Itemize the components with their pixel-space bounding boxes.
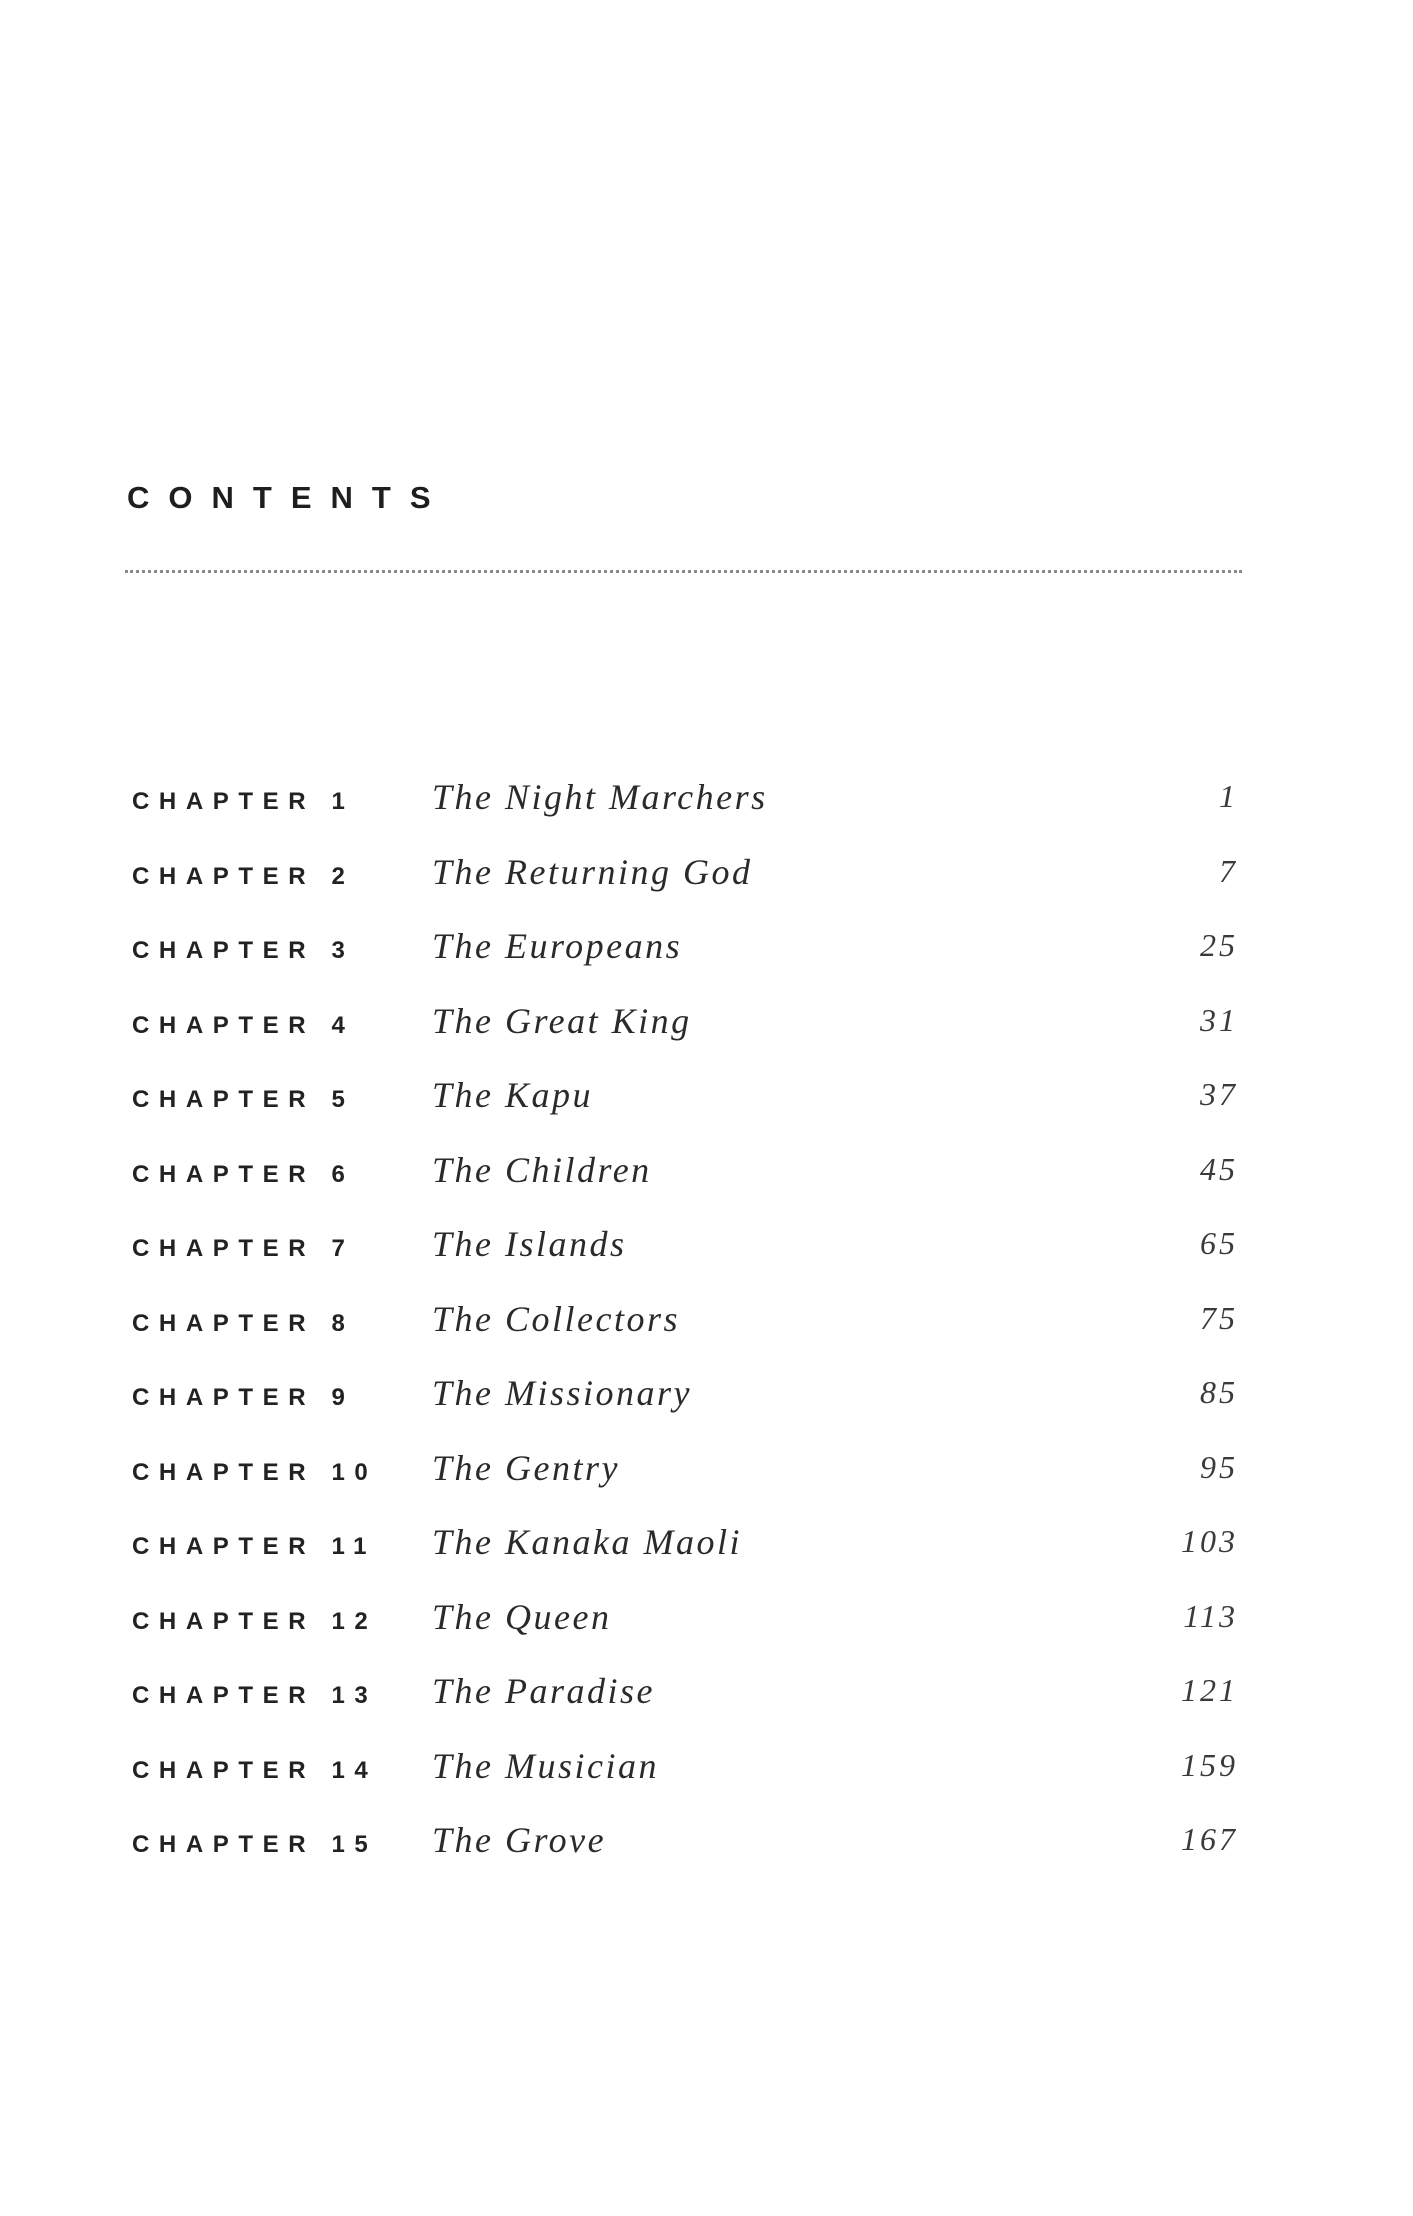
page-number: 113 xyxy=(1183,1597,1238,1634)
chapter-title: The Children xyxy=(432,1149,652,1190)
chapter-title: The Islands xyxy=(432,1224,627,1264)
toc-entry[interactable] xyxy=(0,994,1413,1069)
chapter-label: CHAPTER 7 xyxy=(132,1235,355,1262)
chapter-title: The Paradise xyxy=(432,1671,655,1711)
toc-entry[interactable] xyxy=(0,1068,1413,1143)
dotted-divider xyxy=(125,570,1242,573)
toc-entry[interactable] xyxy=(0,1813,1413,1888)
page-number: 45 xyxy=(1200,1150,1238,1187)
toc-entry[interactable] xyxy=(0,1366,1413,1441)
table-of-contents xyxy=(0,770,1413,1888)
chapter-label: CHAPTER 3 xyxy=(132,937,355,964)
page-number: 103 xyxy=(1181,1523,1238,1559)
page-number: 121 xyxy=(1181,1672,1238,1708)
page-number: 95 xyxy=(1200,1448,1238,1485)
chapter-label: CHAPTER 13 xyxy=(132,1682,378,1709)
toc-entry[interactable] xyxy=(0,770,1413,845)
page-number: 65 xyxy=(1200,1225,1238,1261)
chapter-title: The Returning God xyxy=(432,851,753,892)
chapter-label: CHAPTER 9 xyxy=(132,1384,355,1411)
contents-heading: CONTENTS xyxy=(127,480,450,515)
toc-entry[interactable] xyxy=(0,1515,1413,1590)
chapter-title: The Grove xyxy=(432,1820,607,1860)
toc-entry[interactable] xyxy=(0,919,1413,994)
page-number: 7 xyxy=(1219,852,1238,889)
toc-entry[interactable] xyxy=(0,1664,1413,1739)
page-number: 1 xyxy=(1219,778,1238,814)
toc-entry[interactable] xyxy=(0,1739,1413,1814)
toc-entry[interactable] xyxy=(0,1441,1413,1516)
chapter-label: CHAPTER 5 xyxy=(132,1086,355,1113)
chapter-label: CHAPTER 14 xyxy=(132,1756,378,1784)
chapter-title: The Europeans xyxy=(432,926,683,966)
chapter-title: The Night Marchers xyxy=(432,777,768,817)
chapter-title: The Great King xyxy=(432,1000,692,1041)
chapter-label: CHAPTER 15 xyxy=(132,1831,378,1858)
chapter-label: CHAPTER 6 xyxy=(132,1160,355,1188)
chapter-title: The Kapu xyxy=(432,1075,594,1115)
toc-entry[interactable] xyxy=(0,1292,1413,1367)
page-number: 85 xyxy=(1200,1374,1238,1410)
chapter-label: CHAPTER 4 xyxy=(132,1011,355,1039)
chapter-label: CHAPTER 8 xyxy=(132,1309,355,1337)
toc-entry[interactable] xyxy=(0,1590,1413,1665)
chapter-title: The Collectors xyxy=(432,1298,680,1339)
chapter-title: The Gentry xyxy=(432,1447,620,1488)
page-number: 159 xyxy=(1181,1746,1238,1783)
toc-entry[interactable] xyxy=(0,1217,1413,1292)
chapter-title: The Musician xyxy=(432,1745,659,1786)
chapter-label: CHAPTER 1 xyxy=(132,788,355,815)
toc-entry[interactable] xyxy=(0,845,1413,920)
chapter-label: CHAPTER 12 xyxy=(132,1607,378,1635)
chapter-title: The Queen xyxy=(432,1596,612,1637)
chapter-label: CHAPTER 2 xyxy=(132,862,355,890)
page-number: 37 xyxy=(1200,1076,1238,1112)
page-number: 25 xyxy=(1200,927,1238,963)
chapter-label: CHAPTER 11 xyxy=(132,1533,377,1560)
page-number: 75 xyxy=(1200,1299,1238,1336)
chapter-label: CHAPTER 10 xyxy=(132,1458,378,1486)
chapter-title: The Kanaka Maoli xyxy=(432,1522,742,1562)
chapter-title: The Missionary xyxy=(432,1373,692,1413)
page-number: 31 xyxy=(1200,1001,1238,1038)
toc-entry[interactable] xyxy=(0,1143,1413,1218)
page-number: 167 xyxy=(1181,1821,1238,1857)
